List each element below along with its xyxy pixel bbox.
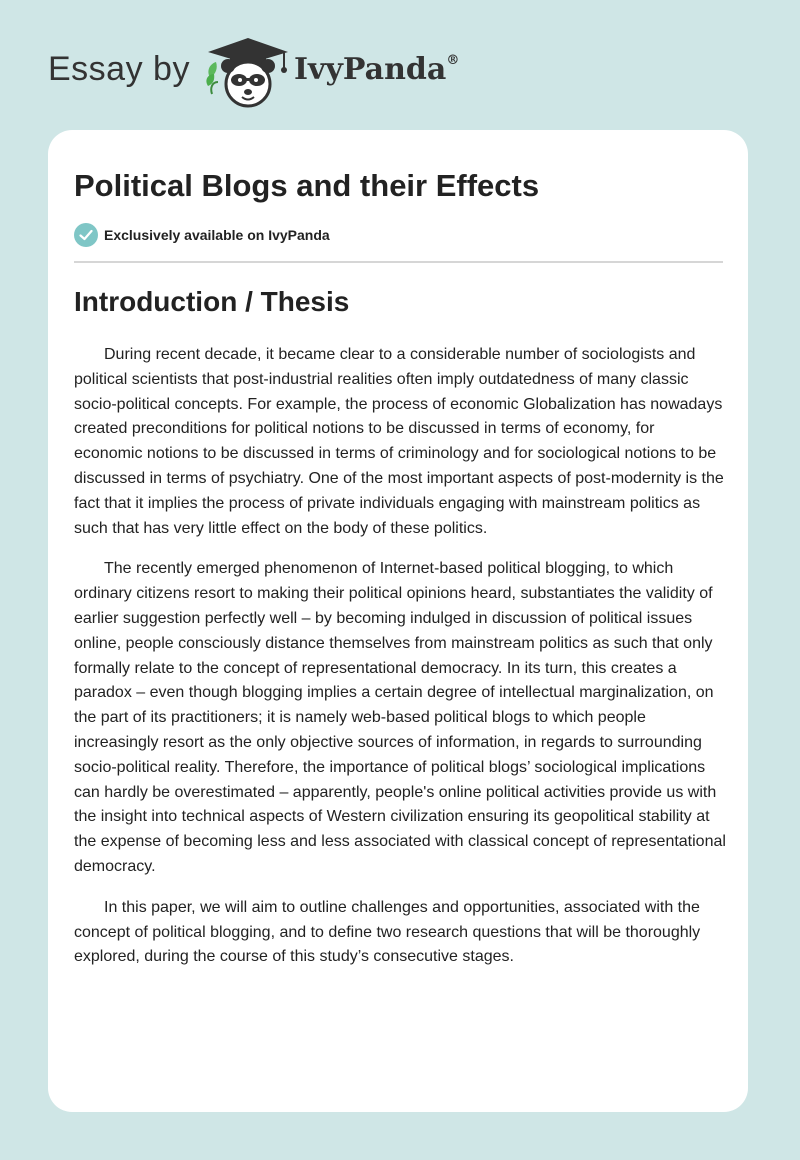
page-title: Political Blogs and their Effects bbox=[74, 168, 540, 203]
paragraph: The recently emerged phenomenon of Internet-based political blogging, to which ordinary citizens resort to making their political opinions heard, substantiates the validity of earlier suggestion perfectly well – by becoming indulged in discussion of political issues online, people consciously distance themselves from mainstream politics as such that only formally relate to the concept of representational democracy. In its turn, this creates a paradox – even though blogging implies a certain degree of intellectual marginalization, on the part of its practitioners; it is namely web-based political blogs to which people increasingly resort as the only objective sources of information, in regards to surrounding socio-political reality. Therefore, the importance of political blogs’ sociological implications can hardly be overestimated – apparently, people's online political activities provide us with the insight into technical aspects of Western civilization ensuring its geopolitical stability at the expense of becoming less and less associated with classical concept of representational democracy. bbox=[74, 560, 726, 875]
registered-mark: ® bbox=[446, 53, 460, 68]
essay-by-label: Essay by bbox=[48, 50, 190, 88]
section-heading: Introduction / Thesis bbox=[74, 286, 350, 317]
paragraph: During recent decade, it became clear to a considerable number of sociologists and political scientists that post-industrial realities often imply outdatedness of many classic socio-political concepts. For example, the process of economic Globalization has nowadays created preconditions for political notions to be discussed in terms of economy, for economic notions to be discussed in terms of criminology and for sociological notions to be discussed in terms of psychiatry. One of the most important aspects of post-modernity is the fact that it implies the process of private individuals engaging with mainstream politics as such that has very little effect on the body of these politics. bbox=[74, 346, 724, 537]
site-header bbox=[48, 34, 528, 110]
essay-body bbox=[74, 343, 726, 986]
check-icon bbox=[74, 223, 98, 247]
exclusive-badge bbox=[74, 223, 330, 247]
brand-name: IvyPanda bbox=[294, 52, 447, 87]
paragraph: In this paper, we will aim to outline challenges and opportunities, associated with the concept of political blogging, and to define two research questions that will be thoroughly explored, during the course of this study’s consecutive stages. bbox=[74, 898, 701, 966]
panda-graduate-icon[interactable] bbox=[200, 34, 294, 110]
exclusive-label: Exclusively available on IvyPanda bbox=[104, 227, 330, 243]
divider bbox=[74, 261, 723, 263]
ivypanda-logo-text[interactable] bbox=[294, 52, 459, 87]
essay-card bbox=[48, 130, 748, 1112]
